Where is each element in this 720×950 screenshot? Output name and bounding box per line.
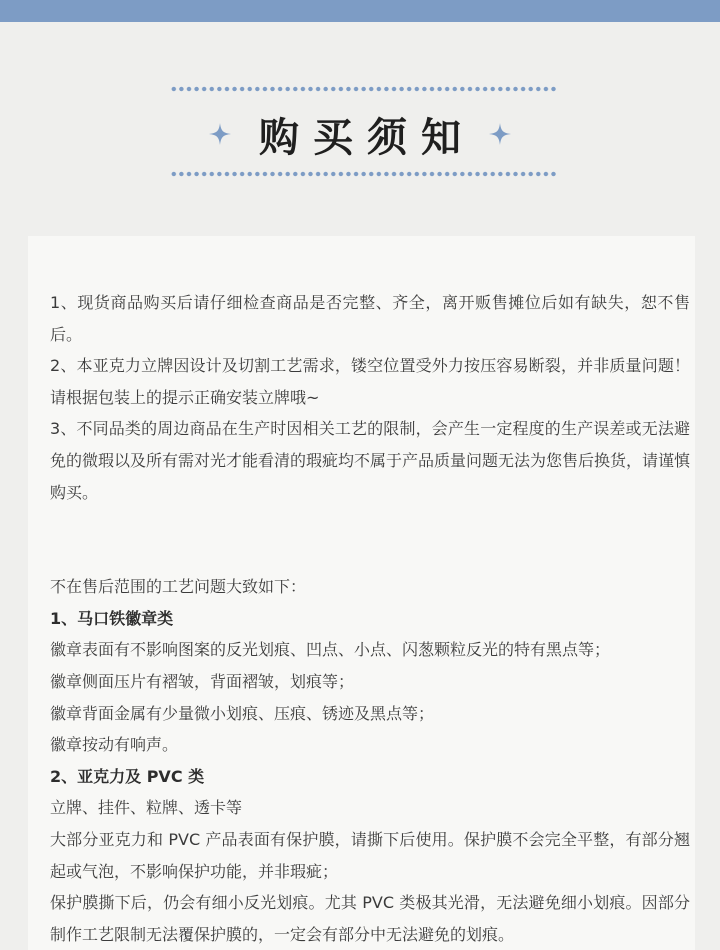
- issues-intro: 不在售后范围的工艺问题大致如下：: [50, 577, 307, 597]
- issue-line: 保护膜撕下后，仍会有细小反光划痕。尤其 PVC 类极其光滑，无法避免细小划痕。因部分制作工艺限制无法覆保护膜的，一定会有部分中无法避免的划痕。: [50, 893, 690, 944]
- dotted-divider-top: [170, 86, 556, 92]
- issue-line: 立牌、挂件、粒牌、透卡等: [50, 798, 243, 818]
- sparkle-icon: [209, 123, 231, 145]
- issue-line: 徽章侧面压片有褶皱，背面褶皱，划痕等；: [50, 671, 355, 691]
- notice-item: 1、现货商品购买后请仔细检查商品是否完整、齐全，离开贩售摊位后如有缺失，恕不售后。: [50, 293, 690, 344]
- notice-item: 2、本亚克力立牌因设计及切割工艺需求，镂空位置受外力按压容易断裂，并非质量问题！请根据包装上的提示正确安装立牌哦~: [50, 356, 690, 407]
- issue-line: 徽章背面金属有少量微小划痕、压痕、锈迹及黑点等；: [50, 703, 435, 723]
- issue-line: 大部分亚克力和 PVC 产品表面有保护膜，请撕下后使用。保护膜不会完全平整，有部分翘起或气泡，不影响保护功能，并非瑕疵；: [50, 829, 690, 881]
- dotted-divider-bottom: [170, 171, 556, 177]
- section-heading-acrylic: 2、亚克力及 PVC 类: [50, 766, 205, 786]
- section-gap: [50, 508, 690, 571]
- page-header: [0, 106, 720, 162]
- notice-item: 3、不同品类的周边商品在生产时因相关工艺的限制，会产生一定程度的生产误差或无法避免的微瑕以及所有需对光才能看清的瑕疵均不属于产品质量问题无法为您售后换货，请谨慎购买。: [50, 419, 691, 502]
- issue-line: 徽章按动有响声。: [50, 735, 179, 755]
- sparkle-icon: [489, 123, 511, 145]
- section-heading-badges: 1、马口铁徽章类: [50, 608, 174, 628]
- notice-content: [50, 287, 690, 950]
- issue-line: 徽章表面有不影响图案的反光划痕、凹点、小点、闪葱颗粒反光的特有黑点等；: [50, 640, 611, 660]
- page-title: 购买须知: [259, 113, 475, 161]
- top-color-bar: [0, 0, 720, 22]
